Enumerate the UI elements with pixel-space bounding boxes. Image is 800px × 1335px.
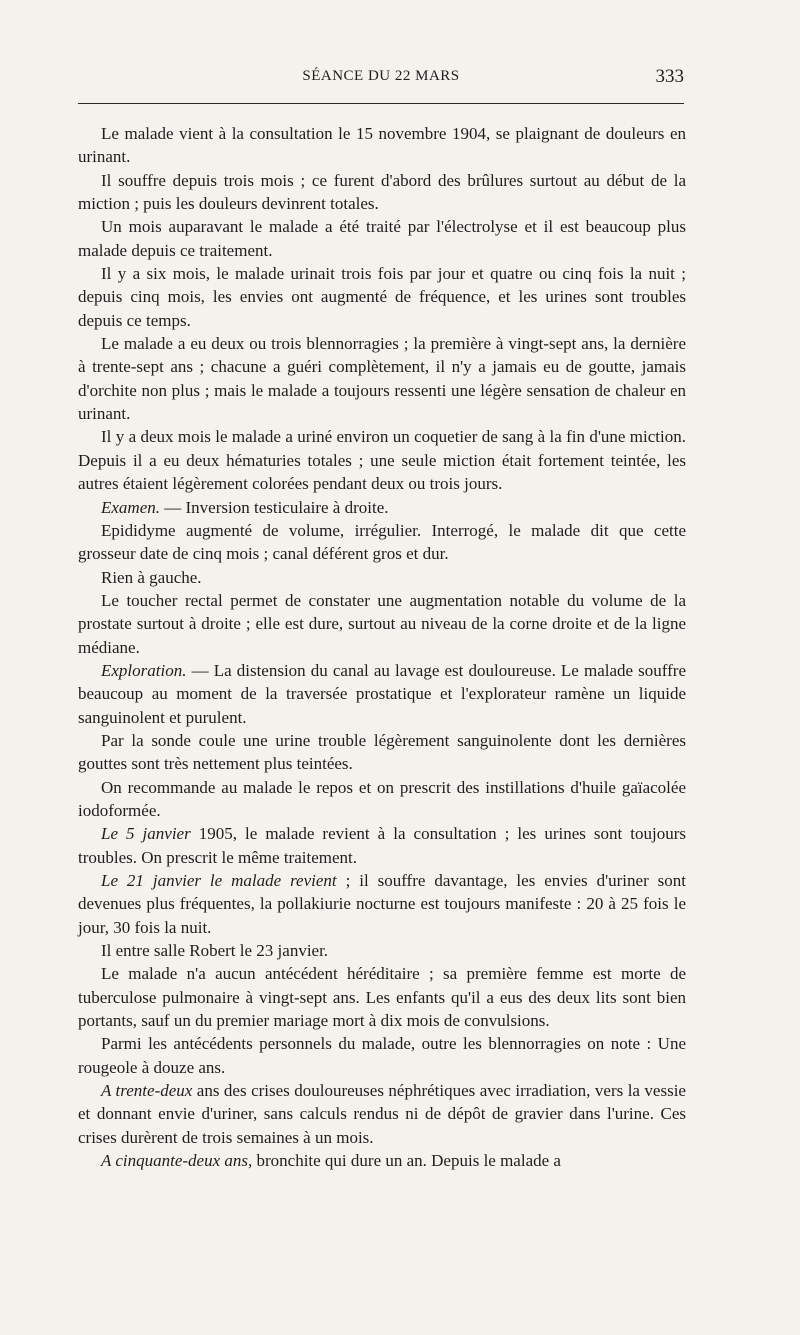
paragraph-lead: Examen.	[101, 497, 161, 517]
paragraph-text: Il y a deux mois le malade a uriné environ un coquetier de sang à la fin d'une miction. Depuis il a eu deux hématuries totales ; une seule miction était fortement teintée, les autres étaient légèrement colorées pendant deux ou trois jours.	[78, 427, 686, 494]
running-title: SÉANCE DU 22 MARS	[302, 68, 460, 84]
paragraph	[78, 939, 686, 962]
paragraph-lead: Le 21 janvier le malade revient	[101, 871, 337, 890]
paragraph-text: Parmi les antécédents personnels du malade, outre les blennorragies on note : Une rougeole à douze ans.	[78, 1034, 686, 1077]
paragraph	[78, 962, 686, 1032]
paragraph-text: — Inversion testiculaire à droite.	[160, 497, 389, 517]
paragraph	[78, 1079, 686, 1149]
paragraph-text: ; il souffre davantage, les envies d'uriner sont devenues plus fréquentes, la pollakiurie nocturne est toujours manifeste : 20 à 25 fois le jour, 30 fois la nuit.	[78, 871, 686, 937]
paragraph-text: Il souffre depuis trois mois ; ce furent d'abord des brûlures surtout au début de la miction ; puis les douleurs devinrent totales.	[78, 170, 686, 214]
paragraph-text: Il y a six mois, le malade urinait trois fois par jour et quatre ou cinq fois la nuit ; depuis cinq mois, les envies ont augmenté de fréquence, et les urines sont troubles depuis ce temps.	[78, 264, 686, 330]
paragraph-text: 1905, le malade revient à la consultation ; les urines sont toujours troubles. On prescrit le même traitement.	[78, 824, 686, 867]
paragraph-text: Le malade a eu deux ou trois blennorragies ; la première à vingt-sept ans, la dernière à trente-sept ans ; chacune a guéri complètement, il n'y a jamais eu de goutte, jamais d'orchite non plus ; mais le malade a toujours ressenti une légère sensation de chaleur en urinant.	[78, 334, 686, 424]
running-header	[78, 66, 684, 94]
paragraph-text: Il entre salle Robert le 23 janvier.	[101, 941, 329, 961]
paragraph	[78, 659, 686, 729]
paragraph	[78, 776, 686, 823]
paragraph-text: On recommande au malade le repos et on prescrit des instillations d'huile gaïacolée iodoformée.	[78, 777, 686, 820]
paragraph	[78, 589, 686, 659]
paragraph	[78, 1149, 686, 1172]
paragraph	[78, 729, 686, 776]
paragraph-text: Par la sonde coule une urine trouble légèrement sanguinolente dont les dernières gouttes sont très nettement plus teintées.	[78, 730, 686, 774]
paragraph-text: — La distension du canal au lavage est douloureuse. Le malade souffre beaucoup au moment de la traversée prostatique et l'explorateur ramène un liquide sanguinolent et purulent.	[78, 660, 686, 727]
paragraph	[78, 122, 686, 169]
paragraph	[78, 519, 686, 566]
paragraph	[78, 215, 686, 262]
paragraph-text: Le toucher rectal permet de constater une augmentation notable du volume de la prostate surtout à droite ; elle est dure, surtout au niveau de la corne droite et de la ligne médiane.	[78, 590, 686, 657]
paragraph	[78, 869, 686, 939]
paragraph	[78, 1032, 686, 1079]
paragraph-lead: Le 5 janvier	[101, 824, 191, 844]
paragraph-text: Rien à gauche.	[101, 567, 202, 587]
paragraph-text: Le malade vient à la consultation le 15 novembre 1904, se plaignant de douleurs en urinant.	[78, 124, 686, 167]
paragraph-text: ans des crises douloureuses néphrétiques avec irradiation, vers la vessie et donnant envie d'uriner, sans calculs rendus ni de dépôt de gravier dans l'urine. Ces crises durèrent de trois semaines à un mois.	[78, 1081, 686, 1147]
paragraph	[78, 566, 686, 589]
paragraph-lead: Exploration.	[101, 660, 187, 680]
paragraph-text: Epididyme augmenté de volume, irrégulier. Interrogé, le malade dit que cette grosseur date de cinq mois ; canal déférent gros et dur.	[78, 520, 686, 564]
paragraph-text: bronchite qui dure un an. Depuis le malade a	[252, 1151, 561, 1171]
paragraph-text: Le malade n'a aucun antécédent héréditaire ; sa première femme est morte de tuberculose pulmonaire à vingt-sept ans. Les enfants qu'il a eus des deux lits sont bien portants, sauf un du premier mariage mort à dix mois de convulsions.	[78, 964, 686, 1031]
body-text	[78, 122, 686, 1172]
paragraph-lead: A cinquante-deux ans,	[101, 1151, 253, 1171]
paragraph	[78, 425, 686, 495]
paragraph-text: Un mois auparavant le malade a été traité par l'électrolyse et il est beaucoup plus malade depuis ce traitement.	[78, 217, 686, 260]
paragraph-lead: A trente-deux	[101, 1081, 193, 1101]
paragraph	[78, 822, 686, 869]
paragraph	[78, 262, 686, 332]
paragraph	[78, 169, 686, 216]
paragraph	[78, 496, 686, 519]
page-number: 333	[655, 66, 684, 87]
header-rule	[78, 103, 684, 104]
paragraph	[78, 332, 686, 425]
